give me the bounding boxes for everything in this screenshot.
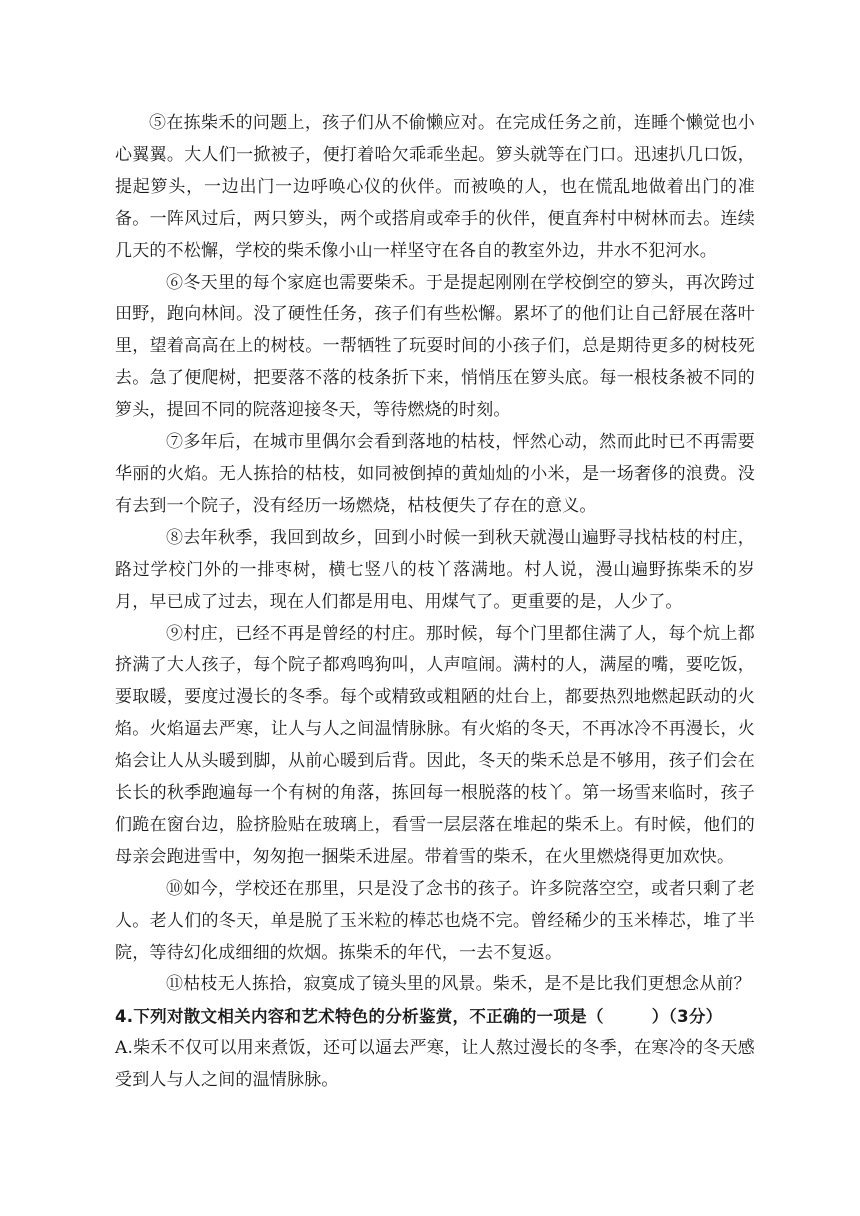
paragraph-9: ⑨村庄，已经不再是曾经的村庄。那时候，每个门里都住满了人，每个炕上都挤满了大人孩子，每个院子都鸡鸣狗叫，人声喧闹。满村的人，满屋的嘴，要吃饭，要取暖，要度过漫长的冬季。每个或精致或粗陋的灶台上，都要热烈地燃起跃动的火焰。火焰逼去严寒，让人与人之间温情脉脉。有火焰的冬天，不再冰冷不再漫长，火焰会让人从头暖到脚，从前心暖到后背。因此，冬天的柴禾总是不够用，孩子们会在长长的秋季跑遍每一个有树的角落，拣回每一根脱落的枝丫。第一场雪来临时，孩子们跪在窗台边，脸挤脸贴在玻璃上，看雪一层层落在堆起的柴禾上。有时候，他们的母亲会跑进雪中，匆匆抱一捆柴禾进屋。带着雪的柴禾，在火里燃烧得更加欢快。 [115, 623, 755, 867]
paragraph-8: ⑧去年秋季，我回到故乡，回到小时候一到秋天就漫山遍野寻找枯枝的村庄，路过学校门外的一排枣树，横七竖八的枝丫落满地。村人说，漫山遍野拣柴禾的岁月，早已成了过去，现在人们都是用电、用煤气了。更重要的是，人少了。 [115, 527, 755, 612]
paragraph-7: ⑦多年后，在城市里偶尔会看到落地的枯枝，怦然心动，然而此时已不再需要华丽的火焰。无人拣拾的枯枝，如同被倒掉的黄灿灿的小米，是一场奢侈的浪费。没有去到一个院子，没有经历一场燃烧，枯枝便失了存在的意义。 [115, 432, 755, 516]
paragraph-6: ⑥冬天里的每个家庭也需要柴禾。于是提起刚刚在学校倒空的箩头，再次跨过田野，跑向林间。没了硬性任务，孩子们有些松懈。累坏了的他们让自己舒展在落叶里，望着高高在上的树枝。一帮牺牲了玩耍时间的小孩子们，总是期待更多的树枝死去。急了便爬树，把要落不落的枝条折下来，悄悄压在箩头底。每一根枝条被不同的箩头，提回不同的院落迎接冬天，等待燃烧的时刻。 [115, 272, 755, 421]
option-a: A.柴禾不仅可以用来煮饭，还可以逼去严寒，让人熬过漫长的冬季，在寒冷的冬天感受到人与人之间的温情脉脉。 [115, 1038, 755, 1091]
paragraph-5: ⑤在拣柴禾的问题上，孩子们从不偷懒应对。在完成任务之前，连睡个懒觉也小心翼翼。大人们一掀被子，便打着哈欠乖乖坐起。箩头就等在门口。迅速扒几口饭，提起箩头，一边出门一边呼唤心仪的伙伴。而被唤的人，也在慌乱地做着出门的准备。一阵风过后，两只箩头，两个或搭肩或牵手的伙伴，便直奔村中树林而去。连续几天的不松懈，学校的柴禾像小山一样坚守在各自的教室外边，井水不犯河水。 [115, 113, 755, 261]
paragraph-11: ⑪枯枝无人拣拾，寂寞成了镜头里的风景。柴禾，是不是比我们更想念从前？ [166, 974, 751, 995]
paragraph-10: ⑩如今，学校还在那里，只是没了念书的孩子。许多院落空空，或者只剩了老人。老人们的冬天，单是脱了玉米粒的棒芯也烧不完。曾经稀少的玉米棒芯，堆了半院，等待幻化成细细的炊烟。拣柴禾的年代，一去不复返。 [115, 878, 755, 963]
question-4 [115, 1001, 755, 1033]
article-body [115, 108, 755, 1097]
question-score: ）（3分） [651, 1007, 723, 1027]
question-stem: 4.下列对散文相关内容和艺术特色的分析鉴赏，不正确的一项是（ [115, 1007, 604, 1027]
